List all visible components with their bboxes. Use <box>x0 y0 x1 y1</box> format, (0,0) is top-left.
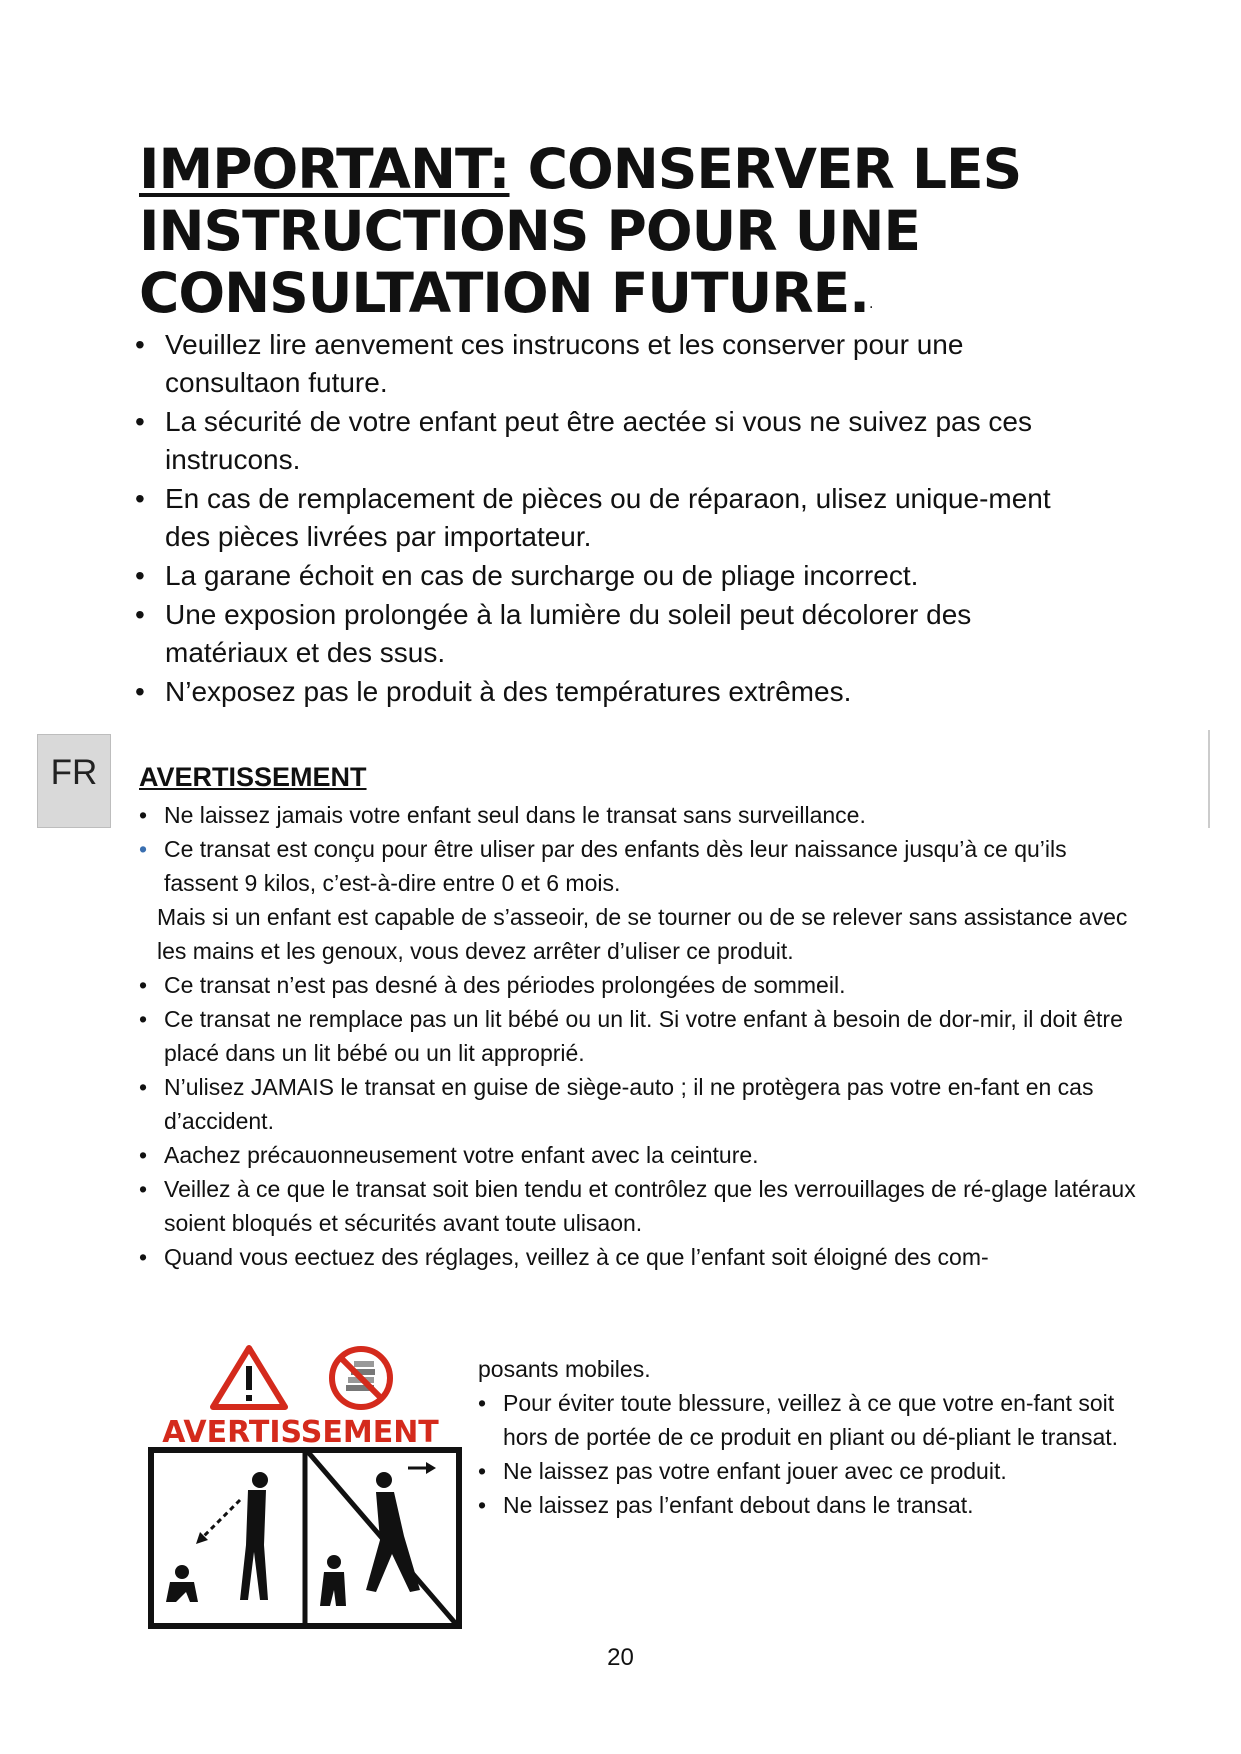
margin-rule <box>1208 730 1210 828</box>
language-tab: FR <box>37 734 111 828</box>
list-item: • La sécurité de votre enfant peut être aectée si vous ne suivez pas ces instrucons. <box>135 403 1095 479</box>
title-dot: · <box>869 300 873 316</box>
list-item: • Veuillez lire aenvement ces instrucons et les conserver pour une consultaon future. <box>135 326 1095 402</box>
list-item: Mais si un enfant est capable de s’asseoir, de se tourner ou de se relever sans assistance avec les mains et les genoux, vous devez arrêter d’uliser ce produit. <box>157 904 1128 964</box>
list-item: • Pour éviter toute blessure, veillez à ce que votre en-fant soit hors de portée de ce produit en pliant ou dé-pliant le transat. <box>478 1386 1118 1454</box>
side-warning-list <box>478 1352 1118 1522</box>
list-item: • Une exposion prolongée à la lumière du soleil peut décolorer des matériaux et des ssus. <box>135 596 1095 672</box>
list-item: • Ce transat est conçu pour être uliser par des enfants dès leur naissance jusqu’à ce qu’ils fassent 9 kilos, c’est-à-dire entre 0 et 6 mois. <box>139 832 1139 900</box>
child-supervision-pictogram <box>151 1450 459 1626</box>
sign-warning-label: AVERTISSEMENT <box>162 1415 439 1450</box>
list-item: • Quand vous eectuez des réglages, veillez à ce que l’enfant soit éloigné des com- <box>139 1240 1139 1274</box>
prohibited-stacking-icon <box>332 1349 390 1407</box>
warning-sign <box>148 1340 463 1630</box>
page-number: 20 <box>607 1644 634 1671</box>
list-item: • Aachez précauonneusement votre enfant avec la ceinture. <box>139 1138 1139 1172</box>
list-item: • N’exposez pas le produit à des températures extrêmes. <box>135 673 1095 711</box>
list-item-continuation: posants mobiles. <box>478 1356 651 1382</box>
list-item: • N’ulisez JAMAIS le transat en guise de siège-auto ; il ne protègera pas votre en-fant en cas d’accident. <box>139 1070 1139 1138</box>
list-item: • Ce transat n’est pas desné à des périodes prolongées de sommeil. <box>139 968 1139 1002</box>
warning-heading: AVERTISSEMENT <box>139 762 367 792</box>
warning-triangle-icon <box>213 1348 285 1407</box>
warning-list <box>139 798 1139 1274</box>
list-item: • Ne laissez pas votre enfant jouer avec ce produit. <box>478 1454 1118 1488</box>
list-item: • Ne laissez pas l’enfant debout dans le transat. <box>478 1488 1118 1522</box>
title-rest: CONSERVER LES INSTRUCTIONS POUR UNE CONSULTATION FUTURE. <box>139 137 1022 325</box>
title-important: IMPORTANT: <box>139 137 510 201</box>
list-item: • Ne laissez jamais votre enfant seul dans le transat sans surveillance. <box>139 798 1139 832</box>
page-title <box>139 138 1139 339</box>
list-item: • Veillez à ce que le transat soit bien tendu et contrôlez que les verrouillages de ré-glage latéraux soient bloqués et sécurités avant toute ulisaon. <box>139 1172 1139 1240</box>
list-item: • Ce transat ne remplace pas un lit bébé ou un lit. Si votre enfant à besoin de dor-mir, il doit être placé dans un lit bébé ou un lit approprié. <box>139 1002 1139 1070</box>
list-item: • La garane échoit en cas de surcharge ou de pliage incorrect. <box>135 557 1095 595</box>
main-instructions-list <box>135 326 1095 712</box>
list-item: • En cas de remplacement de pièces ou de réparaon, ulisez unique-ment des pièces livrées par importateur. <box>135 480 1095 556</box>
